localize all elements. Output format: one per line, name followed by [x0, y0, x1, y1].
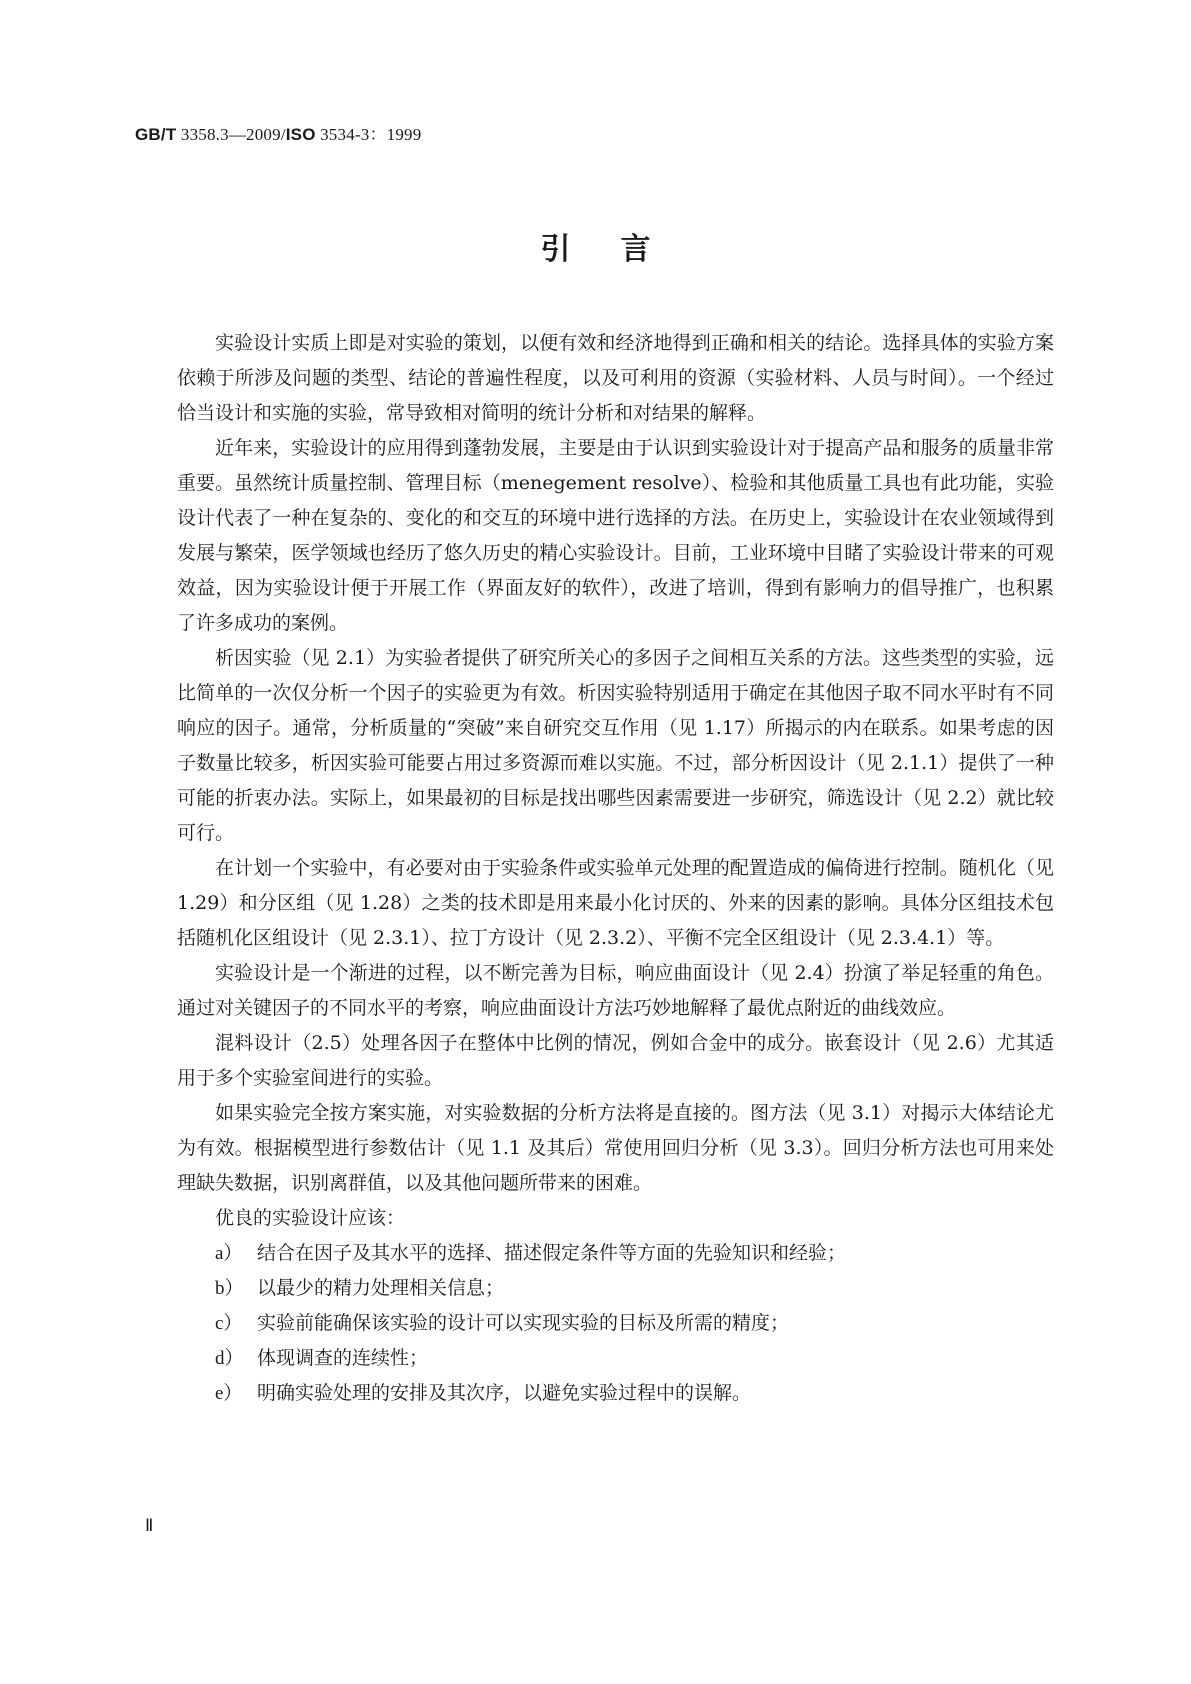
page-title: 引言 [540, 232, 701, 267]
list-item [177, 1271, 1054, 1306]
paragraph: 近年来，实验设计的应用得到蓬勃发展，主要是由于认识到实验设计对于提高产品和服务的质量非常重要。虽然统计质量控制、管理目标（menegement resolve）、检验和其他质量工具也有此功能，实验设计代表了一种在复杂的、变化的和交互的环境中进行选择的方法。在历史上，实验设计在农业领域得到发展与繁荣，医学领域也经历了悠久历史的精心实验设计。目前，工业环境中目睹了实验设计带来的可观效益，因为实验设计便于开展工作（界面友好的软件），改进了培训，得到有影响力的倡导推广，也积累了许多成功的案例。 [177, 437, 1054, 634]
list-item-text: 明确实验处理的安排及其次序，以避免实验过程中的误解。 [257, 1382, 752, 1404]
paragraph: 如果实验完全按方案实施，对实验数据的分析方法将是直接的。图方法（见 3.1）对揭示大体结论尤为有效。根据模型进行参数估计（见 1.1 及其后）常使用回归分析（见 3.3）。回归分析方法也可用来处理缺失数据，识别离群值，以及其他问题所带来的困难。 [177, 1102, 1054, 1194]
list-item [177, 1236, 1054, 1271]
list-marker: a） [215, 1243, 243, 1264]
list-item [177, 1306, 1054, 1341]
list-item [177, 1341, 1054, 1376]
list-marker: c） [215, 1313, 243, 1334]
paragraph: 实验设计是一个渐进的过程，以不断完善为目标，响应曲面设计（见 2.4）扮演了举足轻重的角色。通过对关键因子的不同水平的考察，响应曲面设计方法巧妙地解释了最优点附近的曲线效应。 [177, 962, 1054, 1019]
standard-code-prefix: GB/T [135, 125, 177, 144]
list-item-text: 体现调查的连续性； [257, 1347, 429, 1369]
iso-code-prefix: ISO [285, 125, 316, 144]
standard-code-number: 3358.3—2009/ [176, 125, 286, 144]
list-item-text: 结合在因子及其水平的选择、描述假定条件等方面的先验知识和经验； [257, 1242, 847, 1264]
requirements-list [177, 1236, 1054, 1411]
paragraph: 实验设计实质上即是对实验的策划，以便有效和经济地得到正确和相关的结论。选择具体的实验方案依赖于所涉及问题的类型、结论的普遍性程度，以及可利用的资源（实验材料、人员与时间）。一个经过恰当设计和实施的实验，常导致相对简明的统计分析和对结果的解释。 [177, 332, 1054, 424]
list-item-text: 实验前能确保该实验的设计可以实现实验的目标及所需的精度； [257, 1312, 790, 1334]
list-item-text: 以最少的精力处理相关信息； [257, 1277, 505, 1299]
list-marker: e） [215, 1383, 243, 1404]
paragraph: 在计划一个实验中，有必要对由于实验条件或实验单元处理的配置造成的偏倚进行控制。随机化（见 1.29）和分区组（见 1.28）之类的技术即是用来最小化讨厌的、外来的因素的影响。具体分区组技术包括随机化区组设计（见 2.3.1）、拉丁方设计（见 2.3.2）、平衡不完全区组设计（见 2.3.4.1）等。 [177, 857, 1054, 949]
introduction-body [177, 326, 1054, 1411]
list-intro: 优良的实验设计应该： [215, 1207, 406, 1229]
list-marker: b） [215, 1278, 244, 1299]
list-marker: d） [215, 1348, 244, 1369]
page-number: Ⅱ [145, 1516, 154, 1535]
paragraph: 析因实验（见 2.1）为实验者提供了研究所关心的多因子之间相互关系的方法。这些类型的实验，远比简单的一次仅分析一个因子的实验更为有效。析因实验特别适用于确定在其他因子取不同水平时有不同响应的因子。通常，分析质量的“突破”来自研究交互作用（见 1.17）所揭示的内在联系。如果考虑的因子数量比较多，析因实验可能要占用过多资源而难以实施。不过，部分析因设计（见 2.1.1）提供了一种可能的折衷办法。实际上，如果最初的目标是找出哪些因素需要进一步研究，筛选设计（见 2.2）就比较可行。 [177, 647, 1054, 844]
list-item [177, 1376, 1054, 1411]
standard-code [135, 120, 421, 145]
iso-code-number: 3534-3：1999 [315, 125, 422, 144]
paragraph: 混料设计（2.5）处理各因子在整体中比例的情况，例如合金中的成分。嵌套设计（见 2.6）尤其适用于多个实验室间进行的实验。 [177, 1032, 1054, 1089]
